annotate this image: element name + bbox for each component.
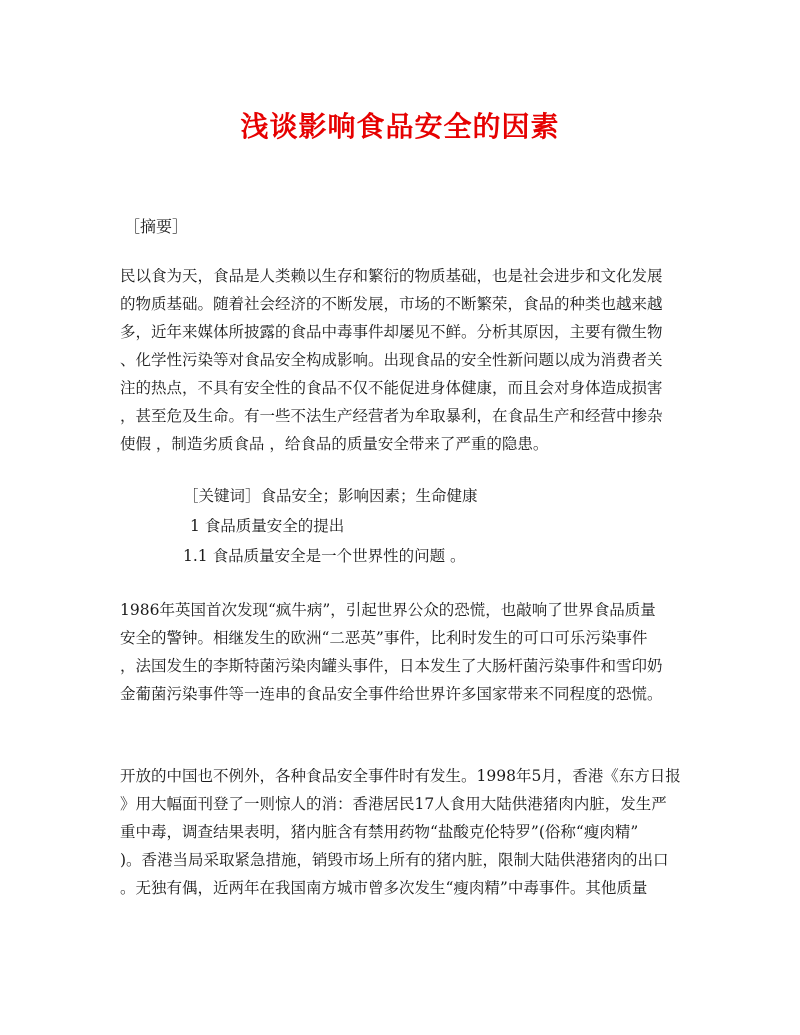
paragraph-line: 安全的警钟。相继发生的欧洲“二恶英”事件，比利时发生的可口可乐污染事件 [120, 629, 648, 647]
abstract-label: ［摘要］ [124, 217, 189, 236]
section-heading: 1 食品质量安全的提出 [190, 517, 345, 535]
abstract-line: 、化学性污染等对食品安全构成影响。出现食品的安全性新问题以成为消费者关 [120, 351, 663, 369]
body-paragraph-2 [120, 762, 680, 902]
paragraph-line: 1986年英国首次发现“疯牛病”，引起世界公众的恐慌，也敲响了世界食品质量 [120, 601, 656, 619]
paragraph-line: )。香港当局采取紧急措施，销毁市场上所有的猪内脏，限制大陆供港猪肉的出口 [120, 851, 669, 869]
keywords-line: ［关键词］食品安全；影响因素；生命健康 [183, 487, 478, 505]
abstract-paragraph [120, 262, 680, 458]
document-title: 浅谈影响食品安全的因素 [240, 110, 560, 143]
paragraph-line: 开放的中国也不例外，各种食品安全事件时有发生。1998年5月，香港《东方日报 [120, 767, 681, 785]
abstract-line: 使假 ，制造劣质食品 ，给食品的质量安全带来了严重的隐患。 [120, 435, 549, 453]
body-paragraph-1 [120, 596, 680, 708]
abstract-line: ，甚至危及生命。有一些不法生产经营者为牟取暴利，在食品生产和经营中掺杂 [120, 407, 663, 425]
paragraph-line: 金葡菌污染事件等一连串的食品安全事件给世界许多国家带来不同程度的恐慌。 [120, 685, 663, 703]
paragraph-line: 。无独有偶，近两年在我国南方城市曾多次发生“瘦肉精”中毒事件。其他质量 [120, 879, 648, 897]
subsection-heading: 1.1 食品质量安全是一个世界性的问题 。 [183, 547, 466, 565]
abstract-line: 民以食为天，食品是人类赖以生存和繁衍的物质基础，也是社会进步和文化发展 [120, 267, 663, 285]
abstract-line: 多，近年来媒体所披露的食品中毒事件却屡见不鲜。分析其原因，主要有微生物 [120, 323, 663, 341]
paragraph-line: 》用大幅面刊登了一则惊人的消：香港居民17人食用大陆供港猪肉内脏，发生严 [120, 795, 667, 813]
abstract-line: 注的热点，不具有安全性的食品不仅不能促进身体健康，而且会对身体造成损害 [120, 379, 663, 397]
paragraph-line: ，法国发生的李斯特菌污染肉罐头事件，日本发生了大肠杆菌污染事件和雪印奶 [120, 657, 663, 675]
paragraph-line: 重中毒，调查结果表明，猪内脏含有禁用药物“盐酸克伦特罗”(俗称“瘦肉精” [120, 823, 639, 841]
abstract-line: 的物质基础。随着社会经济的不断发展，市场的不断繁荣，食品的种类也越来越 [120, 295, 663, 313]
